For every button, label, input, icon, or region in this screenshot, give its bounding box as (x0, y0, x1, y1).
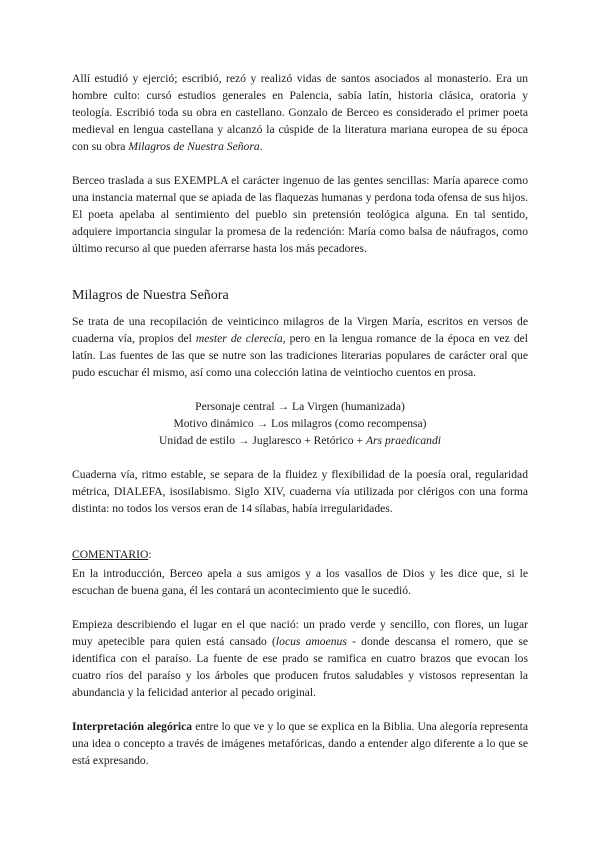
alegoria-bold: Interpretación alegórica (72, 720, 193, 733)
paragraph-exempla: Berceo traslada a sus EXEMPLA el carácter ingenuo de las gentes sencillas: María aparece como una instancia maternal que se apiada de las flaquezas humanas y perdona toda ofensa de sus hijos. El poeta apelaba al sentimiento del pueblo sin pretensión teológica alguna. En tal sentido, adquiere importancia singular la promesa de la redención: María como balsa de náufragos, como último recurso al que pueden aferrarse hasta los más pecadores. (72, 174, 528, 255)
comment-heading (72, 546, 528, 563)
paragraph-text: Se trata de una recopilación de veinticinco milagros de la Virgen María, escritos en versos de cuaderna vía, propios del (72, 315, 528, 345)
paragraph-end: . (259, 140, 263, 153)
summary-line-1: Personaje central → La Virgen (humanizada) (195, 400, 405, 413)
ars-italic: Ars praedicandi (365, 434, 441, 447)
paragraph-text: - donde descansa el romero, que se identifica con el paraíso. La fuente de ese prado se ramifica en cuatro brazos que evocan los cuatro ríos del paraíso y los árboles que producen frutos saludables y vistosos representan la abundancia y la felicidad anterior al pecado original. (72, 635, 528, 699)
mester-italic: mester de clerecía (195, 332, 283, 345)
comment-label: COMENTARIO (72, 548, 149, 561)
paragraph-introduccion: En la introducción, Berceo apela a sus amigos y a los vasallos de Dios y les dice que, si le escuchan de buena gana, él les contará un acontecimiento que le sucedió. (72, 567, 528, 597)
paragraph-berceo-bio (72, 70, 528, 155)
paragraph-text: Empieza describiendo el lugar en el que nació: un prado verde y sencillo, con flores, un lugar muy apetecible para quien está cansado ( (72, 618, 528, 648)
paragraph-text: Allí estudió y ejerció; escribió, rezó y realizó vidas de santos asociados al monasterio. Era un hombre culto: cursó estudios generales en Palencia, sabía latín, historia clásica, oratoria y teología. Escribió toda su obra en castellano. Gonzalo de Berceo es considerado el primer poeta medieval en lengua castellana y alcanzó la cúspide de la literatura mariana europea de su época con su obra (72, 72, 528, 153)
paragraph-alegoria (72, 718, 528, 769)
summary-line-2: Motivo dinámico → Los milagros (como recompensa) (173, 417, 427, 430)
summary-line-3-text: Unidad de estilo → Juglaresco + Retórico + (159, 434, 366, 447)
centered-summary (72, 398, 528, 449)
paragraph-recopilacion (72, 313, 528, 381)
locus-italic: locus amoenus (275, 635, 347, 648)
paragraph-cuaderna-via: Cuaderna vía, ritmo estable, se separa de la fluidez y flexibilidad de la poesía oral, regularidad métrica, DIALEFA, isosilabismo. Siglo XIV, cuaderna vía utilizada por clérigos con una forma distinta: no todos los versos eran de 14 sílabas, había irregularidades. (72, 468, 528, 515)
paragraph-locus-amoenus (72, 616, 528, 701)
document-page (72, 70, 528, 769)
work-title-italic: Milagros de Nuestra Señora (128, 140, 260, 153)
comment-colon: : (148, 548, 152, 561)
section-heading: Milagros de Nuestra Señora (72, 288, 229, 303)
paragraph-text: , pero en la lengua romance de la época en vez del latín. Las fuentes de las que se nutre son las tradiciones literarias populares de carácter oral que pudo escuchar él mismo, así como una colección latina de veintiocho cuentos en prosa. (72, 332, 529, 379)
paragraph-text: entre lo que ve y lo que se explica en la Biblia. Una alegoría representa una idea o concepto a través de imágenes metafóricas, dando a entender algo diferente a lo que se está expresando. (72, 720, 528, 767)
summary-line-3 (72, 432, 528, 449)
